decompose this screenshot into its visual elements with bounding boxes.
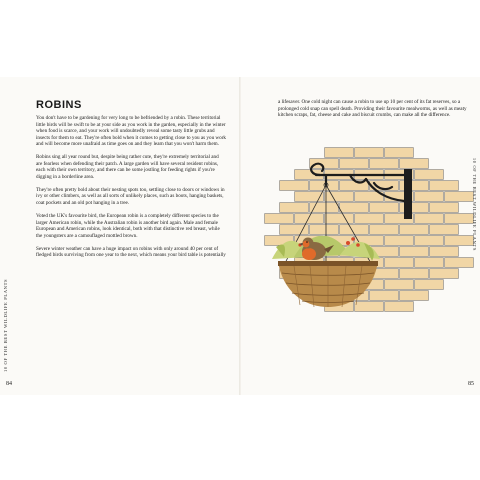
robin-basket-illustration [254, 139, 474, 349]
brick [445, 236, 474, 246]
brick [295, 214, 324, 224]
brick [370, 203, 399, 213]
brick [325, 148, 354, 158]
brick [430, 269, 459, 279]
brick [415, 280, 444, 290]
brick [370, 291, 399, 301]
paragraph: Severe winter weather can have a huge impact on robins with only around 40 per cent of fledged birds surviving from one year to the next, which means your bird table is potentially [36, 245, 226, 259]
brick [325, 192, 354, 202]
brick [355, 302, 384, 312]
right-page-number: 85 [468, 381, 474, 387]
brick [400, 225, 429, 235]
left-page [0, 77, 239, 395]
brick [400, 159, 429, 169]
brick [400, 269, 429, 279]
brick [415, 258, 444, 268]
brick [310, 225, 339, 235]
brick [385, 280, 414, 290]
brick [385, 302, 414, 312]
brick [400, 247, 429, 257]
right-page [241, 77, 480, 395]
left-running-head: 10 OF THE BEST WILDLIFE PLANTS [3, 278, 8, 372]
left-page-number: 84 [6, 381, 12, 387]
brick [340, 203, 369, 213]
brick [445, 258, 474, 268]
brick [400, 181, 429, 191]
brick [385, 148, 414, 158]
article-continuation: a lifesaver. One cold night can cause a robin to use up 10 per cent of its fat reserves, so a prolonged cold snap can spell death. Providing their favourite mealworms, as well as meaty kitchen scraps, fat, cheese and cake and biscuit crumbs, can make all the difference. [278, 99, 467, 119]
paragraph: They're often pretty bold about their nesting spots too, settling close to doors or windows in ivy or other climbers, as well as all sorts of unlikely places, such as boots, hanging baskets, coat pockets and an old pot hanging in a tree. [36, 186, 225, 207]
paragraph: Voted the UK's favourite bird, the European robin is a completely different species to the larger American robin, while the Australian robin is another bird again. Male and female European and American robins, look identical, both with that distinctive red breast, while the youngsters are a camouflaged mottled brown. [36, 213, 220, 239]
brick [355, 148, 384, 158]
brick [415, 236, 444, 246]
brick [355, 214, 384, 224]
brick [415, 214, 444, 224]
brick [430, 181, 459, 191]
right-running-head: 10 OF THE BEST WILDLIFE PLANTS [472, 157, 477, 251]
brick [325, 214, 354, 224]
brick [370, 225, 399, 235]
brick [415, 170, 444, 180]
brick [400, 203, 429, 213]
brick [370, 159, 399, 169]
paragraph: You don't have to be gardening for very long to be befriended by a robin. These territorial little birds will be swift to be at your side as you work in the garden, especially in the winter when food is scarce, and your work will undoubtedly reveal some tasty little grubs and insects for them to eat. They're often bold when it comes to getting close to you as you work and will become more unafraid as time goes on and they learn that you won't harm them. [36, 115, 226, 148]
article-heading: ROBINS [36, 99, 82, 111]
paragraph: Robins sing all year round but, despite being rather cute, they're extremely territorial and are fearless when defending their patch. A large garden will have several resident robins, each with their own territory, and there can be some jostling for feeding rights if you're digging in a borderline area. [36, 154, 219, 180]
article-body [36, 115, 226, 265]
brick [265, 214, 294, 224]
brick [280, 203, 309, 213]
brick [430, 203, 459, 213]
brick [445, 192, 474, 202]
brick [385, 258, 414, 268]
brick [340, 159, 369, 169]
brick [445, 214, 474, 224]
brick [280, 181, 309, 191]
brick [415, 192, 444, 202]
brick [430, 247, 459, 257]
brick [430, 225, 459, 235]
brick [295, 192, 324, 202]
brick [385, 236, 414, 246]
brick [400, 291, 429, 301]
